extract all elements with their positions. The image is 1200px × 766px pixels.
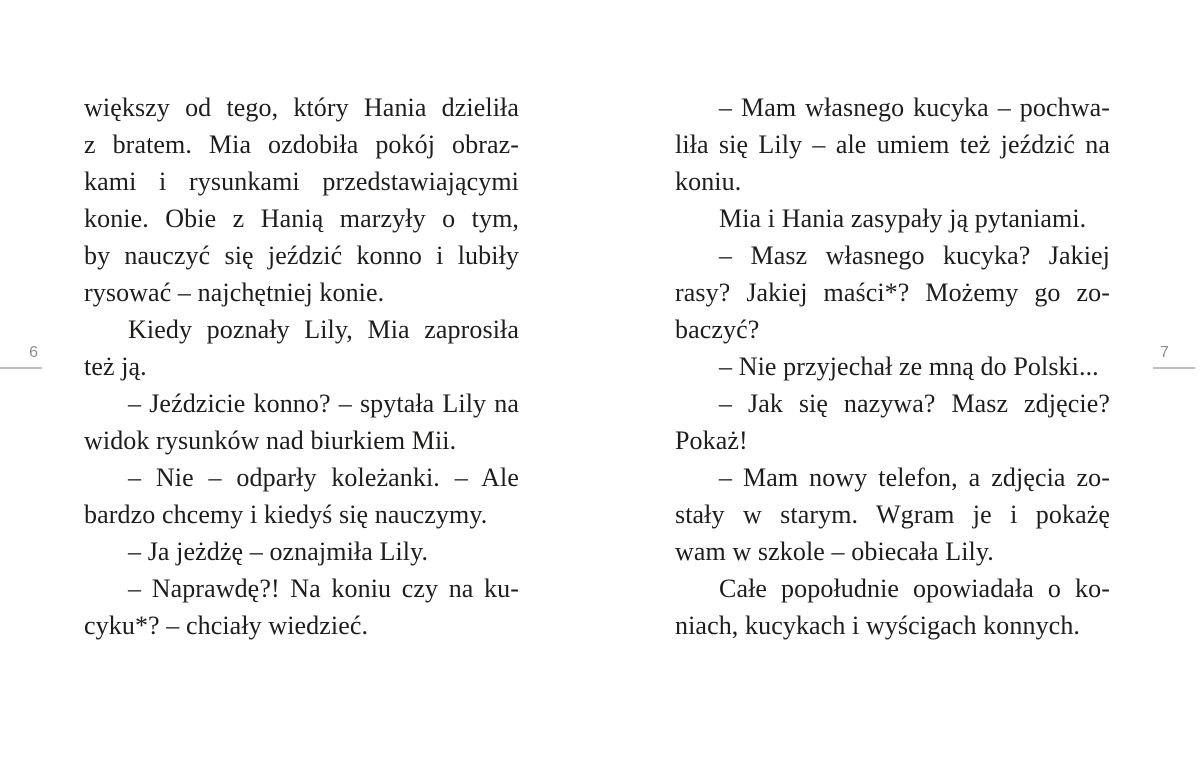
text-line: liła się Lily – ale umiem też jeździć na: [675, 130, 1110, 159]
text-line: – Naprawdę?! Na koniu czy na ku-: [128, 574, 519, 603]
text-line: rasy? Jakiej maści*? Możemy go zo-: [675, 278, 1110, 307]
text-line: cyku*? – chciały wiedzieć.: [84, 611, 369, 640]
text-line: bardzo chcemy i kiedyś się nauczymy.: [84, 500, 488, 529]
text-line: – Ja jeżdżę – oznajmiła Lily.: [128, 537, 429, 566]
text-line: – Masz własnego kucyka? Jakiej: [719, 241, 1110, 270]
text-line: wam w szkole – obiecała Lily.: [675, 537, 994, 566]
text-line: konie. Obie z Hanią marzyły o tym,: [84, 204, 519, 233]
text-line: – Jak się nazywa? Masz zdjęcie?: [719, 389, 1110, 418]
text-line: – Nie przyjechał ze mną do Polski...: [719, 352, 1099, 381]
text-line: kami i rysunkami przedstawiającymi: [84, 167, 519, 196]
text-line: widok rysunków nad biurkiem Mii.: [84, 426, 457, 455]
right-page-number: 7: [1160, 344, 1169, 361]
text-line: niach, kucykach i wyścigach konnych.: [675, 611, 1081, 640]
text-line: rysować – najchętniej konie.: [84, 278, 385, 307]
text-line: Całe popołudnie opowiadała o ko-: [719, 574, 1110, 603]
left-page-text: [84, 89, 519, 644]
text-line: Mia i Hania zasypały ją pytaniami.: [719, 204, 1087, 233]
text-line: by nauczyć się jeździć konno i lubiły: [84, 241, 519, 270]
text-line: baczyć?: [675, 315, 760, 344]
text-line: większy od tego, który Hania dzieliła: [84, 93, 519, 122]
left-page-folio: [0, 343, 42, 369]
text-line: – Jeździcie konno? – spytała Lily na: [128, 389, 519, 418]
left-page-number: 6: [29, 344, 38, 361]
text-line: – Mam nowy telefon, a zdjęcia zo-: [719, 463, 1110, 492]
text-line: też ją.: [84, 352, 147, 381]
text-line: Kiedy poznały Lily, Mia zaprosiła: [128, 315, 519, 344]
right-page-folio: [1153, 343, 1195, 369]
text-line: koniu.: [675, 167, 742, 196]
text-line: stały w starym. Wgram je i pokażę: [675, 500, 1110, 529]
right-page-text: [675, 89, 1110, 644]
text-line: – Nie – odparły koleżanki. – Ale: [128, 463, 519, 492]
text-line: z bratem. Mia ozdobiła pokój obraz-: [84, 130, 519, 159]
text-line: – Mam własnego kucyka – pochwa-: [719, 93, 1110, 122]
left-folio-rule: [0, 367, 42, 369]
right-folio-rule: [1153, 367, 1195, 369]
text-line: Pokaż!: [675, 426, 748, 455]
